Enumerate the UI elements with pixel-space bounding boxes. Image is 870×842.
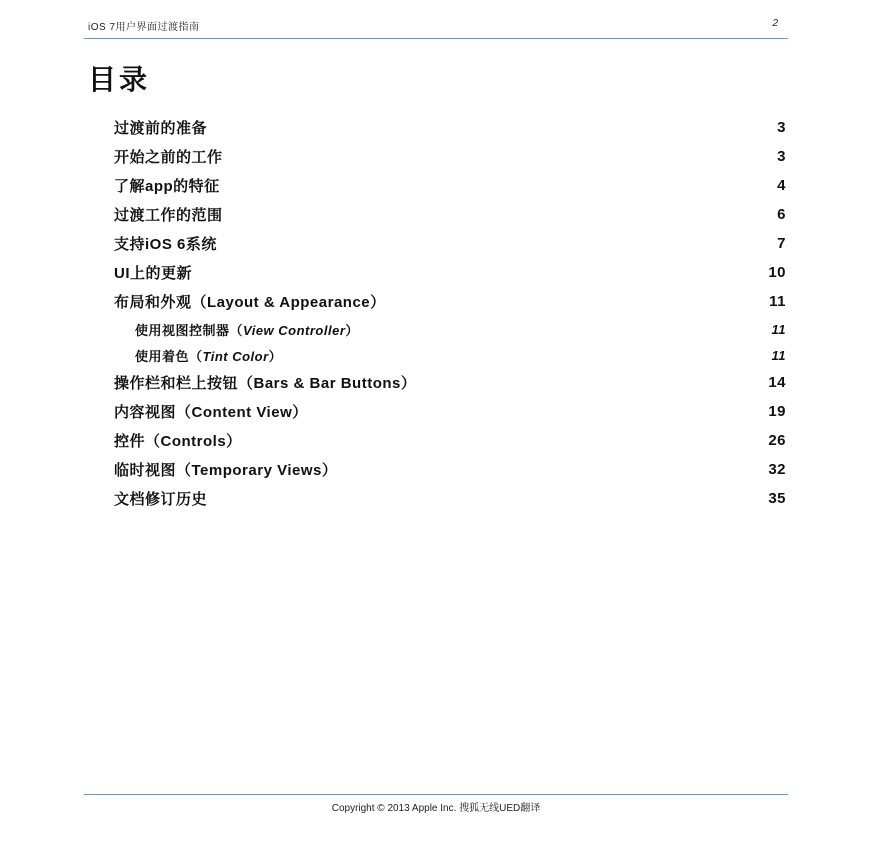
toc-entry-page-number: 32 (768, 461, 786, 478)
toc-entry-title-part: 文档修订历史 (114, 491, 208, 508)
toc-entry-title (114, 430, 242, 451)
toc-entry-page-number: 26 (768, 432, 786, 449)
toc-entry-page-number: 6 (777, 206, 786, 223)
toc-entry-title-part: 控件（Controls） (114, 433, 242, 450)
toc-entry-title-part: 布局和外观（Layout & Appearance） (114, 294, 386, 311)
toc-entry-title-part: 开始之前的工作 (114, 149, 223, 166)
toc-entry-page-number: 3 (777, 148, 786, 165)
toc-entry[interactable] (114, 287, 788, 316)
toc-entry[interactable] (114, 368, 788, 397)
toc-entry[interactable] (114, 397, 788, 426)
toc-entry-title (114, 372, 416, 393)
toc-entry[interactable] (114, 229, 788, 258)
toc-entry-title (114, 401, 308, 422)
toc-entry-title (135, 346, 282, 365)
toc-entry-title-part: ） (268, 348, 283, 364)
header-page-number: 2 (772, 18, 778, 29)
toc-entry-title-part: ） (345, 322, 359, 338)
toc-subentry[interactable] (114, 316, 788, 342)
toc-entry[interactable] (114, 171, 788, 200)
toc-subentry[interactable] (114, 342, 788, 368)
toc-entry-title-part: UI上的更新 (114, 265, 193, 282)
document-title: iOS 7用户界面过渡指南 (88, 22, 200, 33)
toc-entry-title (114, 291, 386, 312)
toc-entry-title-part: 使用视图控制器（ (135, 322, 244, 338)
toc-entry-title (114, 233, 217, 254)
toc-entry-title (114, 146, 223, 167)
toc-entry-title (114, 175, 220, 196)
toc-entry[interactable] (114, 258, 788, 287)
toc-entry-title (114, 204, 223, 225)
toc-entry[interactable] (114, 113, 788, 142)
toc-entry[interactable] (114, 142, 788, 171)
toc-entry-page-number: 11 (771, 321, 786, 337)
toc-entry-title (135, 320, 359, 339)
table-of-contents (114, 113, 788, 513)
toc-entry-page-number: 11 (771, 347, 786, 363)
toc-entry-title-part: 支持iOS 6系统 (114, 236, 217, 253)
toc-entry-title (114, 262, 192, 283)
toc-entry[interactable] (114, 200, 788, 229)
toc-entry-page-number: 10 (768, 264, 786, 281)
toc-entry-page-number: 14 (768, 374, 786, 391)
toc-entry-title (114, 488, 207, 509)
toc-entry-title (114, 459, 337, 480)
toc-entry-page-number: 19 (768, 403, 786, 420)
toc-entry-title-part: Tint Color (202, 348, 269, 364)
toc-entry-title-part: 了解app的特征 (114, 178, 220, 195)
toc-entry-page-number: 35 (768, 490, 786, 507)
toc-entry-title-part: 过渡工作的范围 (114, 207, 223, 224)
footer-divider (84, 794, 788, 795)
toc-heading: 目录 (88, 64, 151, 95)
toc-entry-title (114, 117, 207, 138)
toc-entry-page-number: 11 (769, 293, 786, 310)
toc-entry-title-part: 操作栏和栏上按钮（Bars & Bar Buttons） (114, 375, 417, 392)
toc-entry-page-number: 4 (777, 177, 786, 194)
toc-entry-title-part: 使用着色（ (135, 348, 203, 364)
toc-entry[interactable] (114, 426, 788, 455)
toc-entry[interactable] (114, 455, 788, 484)
page-header (84, 14, 788, 39)
toc-entry-title-part: 过渡前的准备 (114, 120, 208, 137)
footer-copyright: Copyright © 2013 Apple Inc. 搜狐无线UED翻译 (331, 803, 541, 814)
toc-entry-title-part: 临时视图（Temporary Views） (114, 462, 338, 479)
toc-entry[interactable] (114, 484, 788, 513)
toc-entry-title-part: 内容视图（Content View） (114, 404, 308, 421)
toc-entry-title-part: View Controller (243, 322, 346, 338)
toc-entry-page-number: 7 (777, 235, 786, 252)
toc-entry-page-number: 3 (777, 119, 786, 136)
